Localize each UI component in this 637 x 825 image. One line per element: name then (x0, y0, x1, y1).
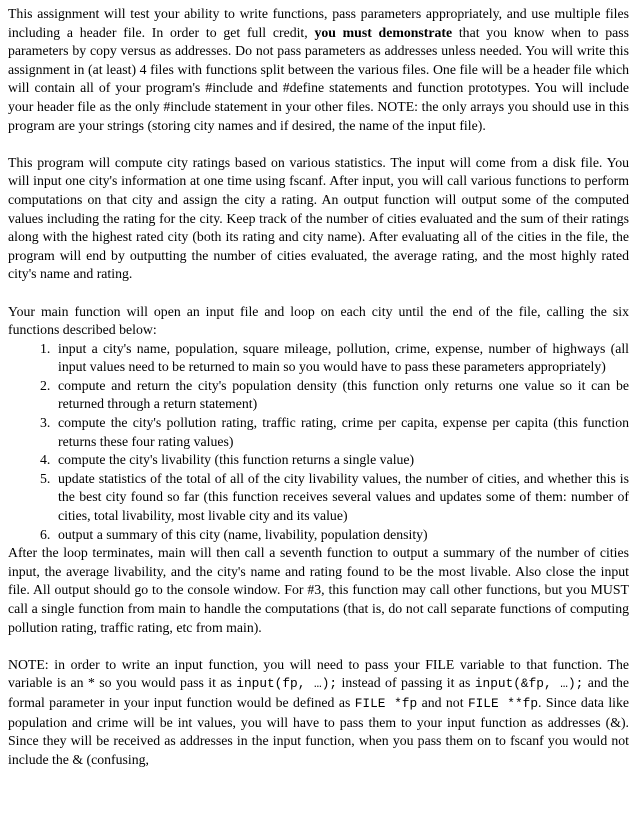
code-run: input(fp, …); (236, 676, 338, 692)
list-item-1 (8, 340, 629, 377)
text-run: . Since data like population and crime will be int values, you will have to pass them to your input function as addresses (&). Since they will be received as addresses in the input function, when you pass them on to fscanf you would not include the & (confusing, (8, 694, 630, 767)
list-item-number: 1. (40, 340, 51, 356)
list-item-number: 2. (40, 377, 51, 393)
list-item-text: compute the city's pollution rating, traffic rating, crime per capita, expense per capita (this function returns these four rating values) (58, 415, 629, 449)
text-run: NOTE: in order to write an input function, you will need to pass your FILE variable to that function. The variable is an * so you would pass it as (8, 656, 629, 691)
list-item-2 (8, 377, 629, 414)
list-item-number: 6. (40, 526, 51, 542)
text-run: that you know when to pass parameters by copy versus as addresses. Do not pass parameters as addresses unless needed. You will write this assignment in (at least) 4 files with functions split between the various files. One file will be a header file which will contain all of your program's #include and #define statements and function prototypes. You will include your header file as the only #include statement in your other files. NOTE: the only arrays you should use in this program are your strings (storing city names and if desired, the name of the input file). (8, 24, 629, 133)
functions-list (8, 340, 629, 545)
list-item-text: update statistics of the total of all of the city livability values, the number of cities, and whether this is the best city found so far (this function receives several values and updates some of them: number of cities, total livability, most livable city and its value) (58, 470, 629, 524)
paragraph-program-description: This program will compute city ratings based on various statistics. The input will come from a disk file. You will input one city's information at one time using fscanf. After input, you will call various functions to perform computations on that city and assign the city a rating. An output function will output some of the computed values including the rating for the city. Keep track of the number of cities evaluated and the sum of their ratings along with the highest rated city (both its rating and city name). After evaluating all of the cities in the file, the program will end by outputting the number of cities evaluated, the average rating, and the most highly rated city's name and rating. (8, 154, 629, 282)
list-item-6 (8, 526, 629, 545)
list-item-text: output a summary of this city (name, livability, population density) (58, 526, 428, 542)
paragraph-main-function-section (8, 303, 629, 638)
list-item-5 (8, 470, 629, 526)
functions-list-outro: After the loop terminates, main will then call a seventh function to output a summary of the number of cities input, the average livability, and the city's name and rating found to be the most livable. Also close the input file. All output should go to the console window. For #3, this function may call other functions, but you MUST call a single function from main to handle the computations (that is, do not call separate functions of computing pollution rating, traffic rating, etc from main). (8, 545, 629, 635)
functions-list-intro: Your main function will open an input file and loop on each city until the end of the file, calling the six functions described below: (8, 303, 629, 338)
code-run: FILE *fp (354, 695, 418, 711)
text-run: This assignment will test your ability to write functions, pass parameters appropriately, and use multiple files including a header file. In order to get full credit, (8, 6, 629, 40)
code-run: FILE **fp (467, 695, 539, 711)
code-run: input(&fp, …); (474, 676, 584, 692)
text-run-bold: you must demonstrate (314, 24, 453, 40)
list-item-number: 5. (40, 470, 51, 486)
list-item-text: compute and return the city's population density (this function only returns one value so it can be returned through a return statement) (58, 377, 629, 412)
list-item-3 (8, 414, 629, 451)
paragraph-note-input-function (8, 656, 629, 770)
paragraph-assignment-intro (8, 5, 629, 135)
list-item-number: 3. (40, 415, 51, 431)
list-item-text: compute the city's livability (this function returns a single value) (58, 452, 415, 468)
text-run: and the formal parameter in your input function would be defined as (8, 675, 629, 710)
text-run: and not (417, 694, 468, 710)
list-item-text: input a city's name, population, square mileage, pollution, crime, expense, number of highways (all input values need to be returned to main so you would have to pass these parameters appropriately) (58, 340, 629, 375)
list-item-number: 4. (40, 452, 51, 468)
list-item-4 (8, 451, 629, 470)
text-run: instead of passing it as (337, 675, 475, 691)
